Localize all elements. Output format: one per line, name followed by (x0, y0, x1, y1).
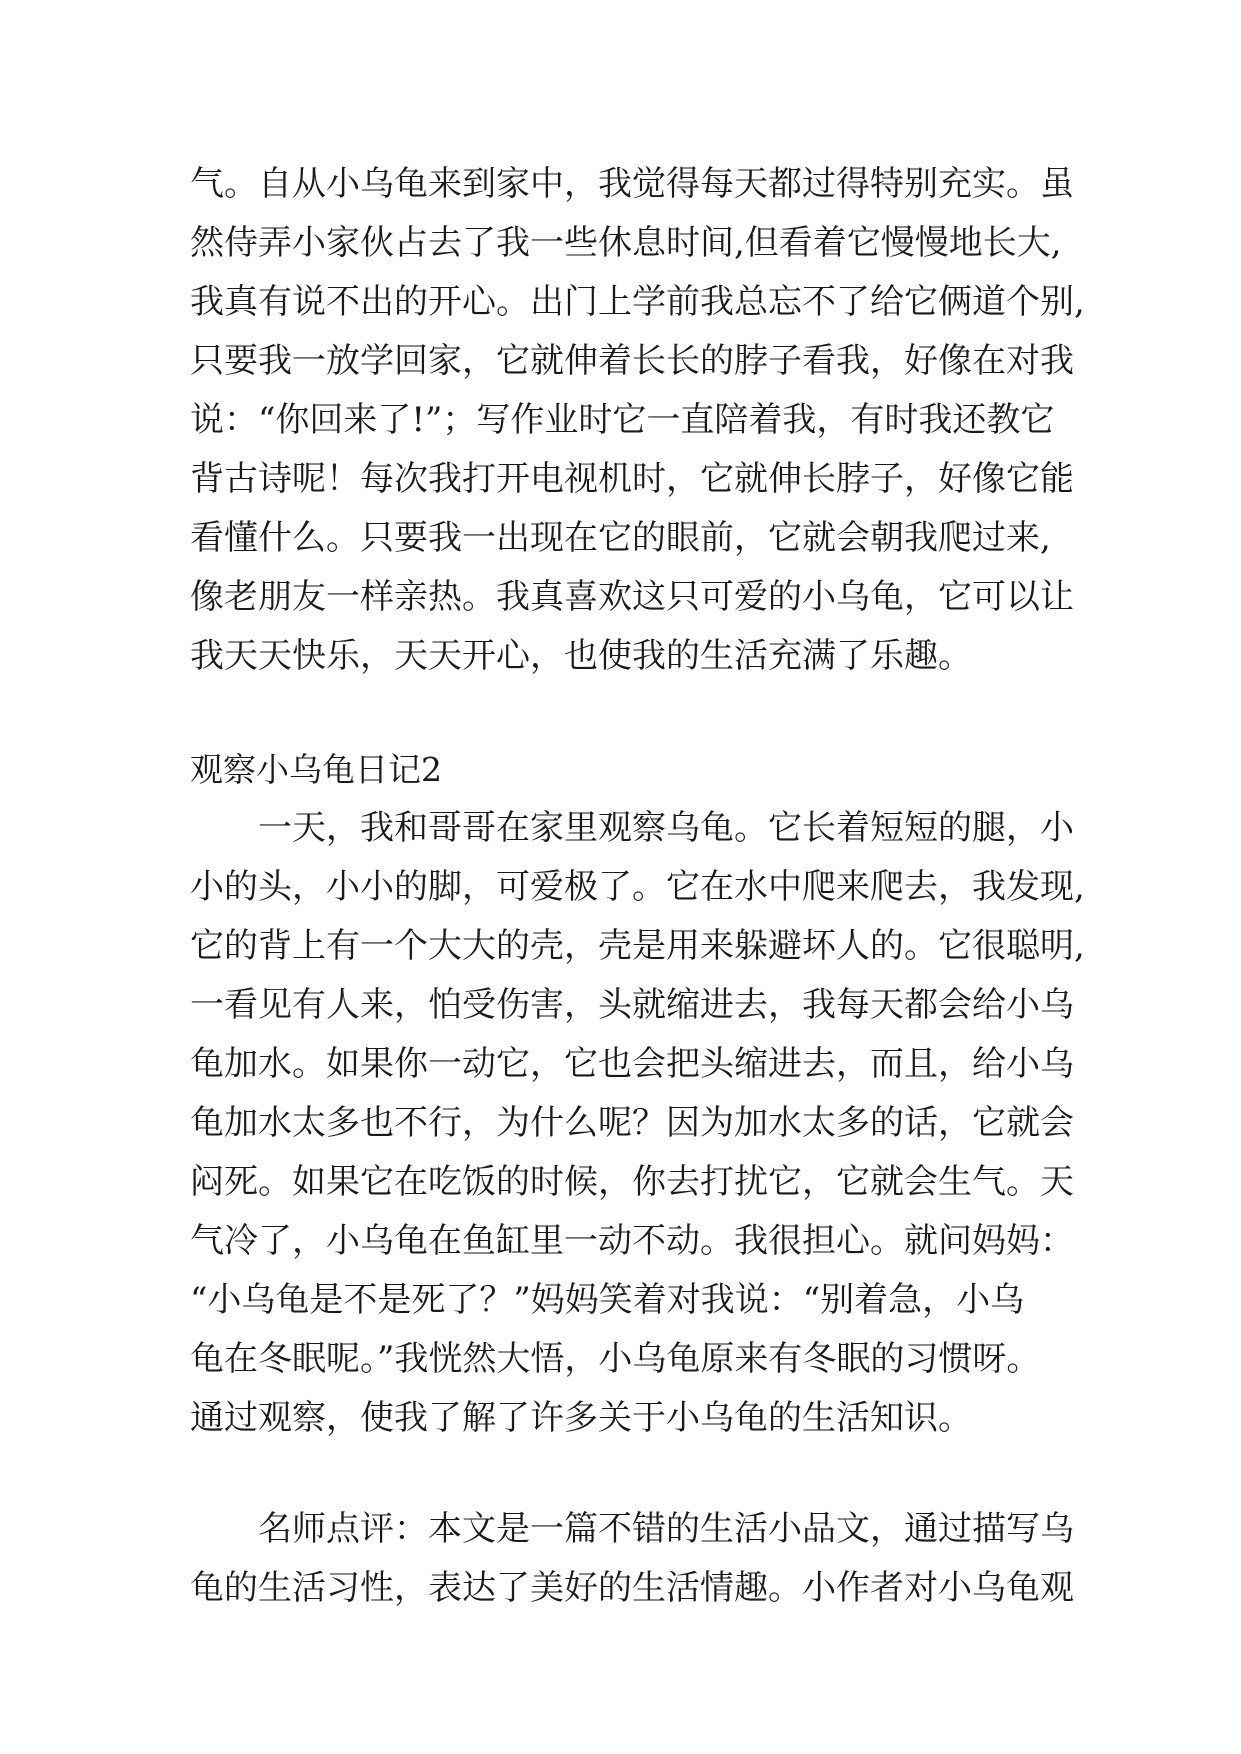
paragraph-line: 我真有说不出的开心。出门上学前我总忘不了给它俩道个别, (190, 282, 1085, 322)
paragraph-line: 名师点评：本文是一篇不错的生活小品文，通过描写乌 (258, 1509, 1074, 1549)
paragraph-line: 通过观察，使我了解了许多关于小乌龟的生活知识。 (190, 1398, 972, 1438)
paragraph-line: 看懂什么。只要我一出现在它的眼前，它就会朝我爬过来, (190, 518, 1051, 558)
diary-paragraph (190, 799, 1085, 1448)
paragraph-line: 龟加水太多也不行，为什么呢？因为加水太多的话，它就会 (190, 1103, 1074, 1143)
paragraph-line: 一看见有人来，怕受伤害，头就缩进去，我每天都会给小乌 (190, 985, 1074, 1025)
paragraph-line: 龟在冬眠呢。”我恍然大悟，小乌龟原来有冬眠的习惯呀。 (190, 1339, 1041, 1379)
paragraph-line: 闷死。如果它在吃饭的时候，你去打扰它，它就会生气。天 (190, 1162, 1074, 1202)
paragraph-line: 背古诗呢！每次我打开电视机时，它就伸长脖子，好像它能 (190, 459, 1074, 499)
paragraph-line: 气。自从小乌龟来到家中，我觉得每天都过得特别充实。虽 (190, 164, 1074, 204)
paragraph-line: 然侍弄小家伙占去了我一些休息时间,但看着它慢慢地长大, (190, 223, 1062, 263)
paragraph-line: 龟的生活习性，表达了美好的生活情趣。小作者对小乌龟观 (190, 1568, 1074, 1608)
teacher-comment (190, 1500, 1074, 1618)
previous-diary-continuation (190, 155, 1085, 686)
paragraph-line: 像老朋友一样亲热。我真喜欢这只可爱的小乌龟，它可以让 (190, 577, 1074, 617)
paragraph-line: 气冷了，小乌龟在鱼缸里一动不动。我很担心。就问妈妈： (190, 1221, 1074, 1261)
paragraph-line: 小的头，小小的脚，可爱极了。它在水中爬来爬去，我发现, (190, 867, 1085, 907)
paragraph-line: 说：“你回来了!”；写作业时它一直陪着我，有时我还教它 (190, 400, 1055, 440)
paragraph-line: 一天，我和哥哥在家里观察乌龟。它长着短短的腿，小 (258, 808, 1074, 848)
paragraph-line: 龟加水。如果你一动它，它也会把头缩进去，而且，给小乌 (190, 1044, 1074, 1084)
section-title: 观察小乌龟日记2 (190, 750, 442, 789)
paragraph-line: 它的背上有一个大大的壳，壳是用来躲避坏人的。它很聪明, (190, 926, 1085, 966)
paragraph-line: 我天天快乐，天天开心，也使我的生活充满了乐趣。 (190, 636, 972, 676)
paragraph-line: “小乌龟是不是死了？”妈妈笑着对我说：“别着急，小乌 (190, 1280, 1025, 1320)
paragraph-line: 只要我一放学回家，它就伸着长长的脖子看我，好像在对我 (190, 341, 1074, 381)
